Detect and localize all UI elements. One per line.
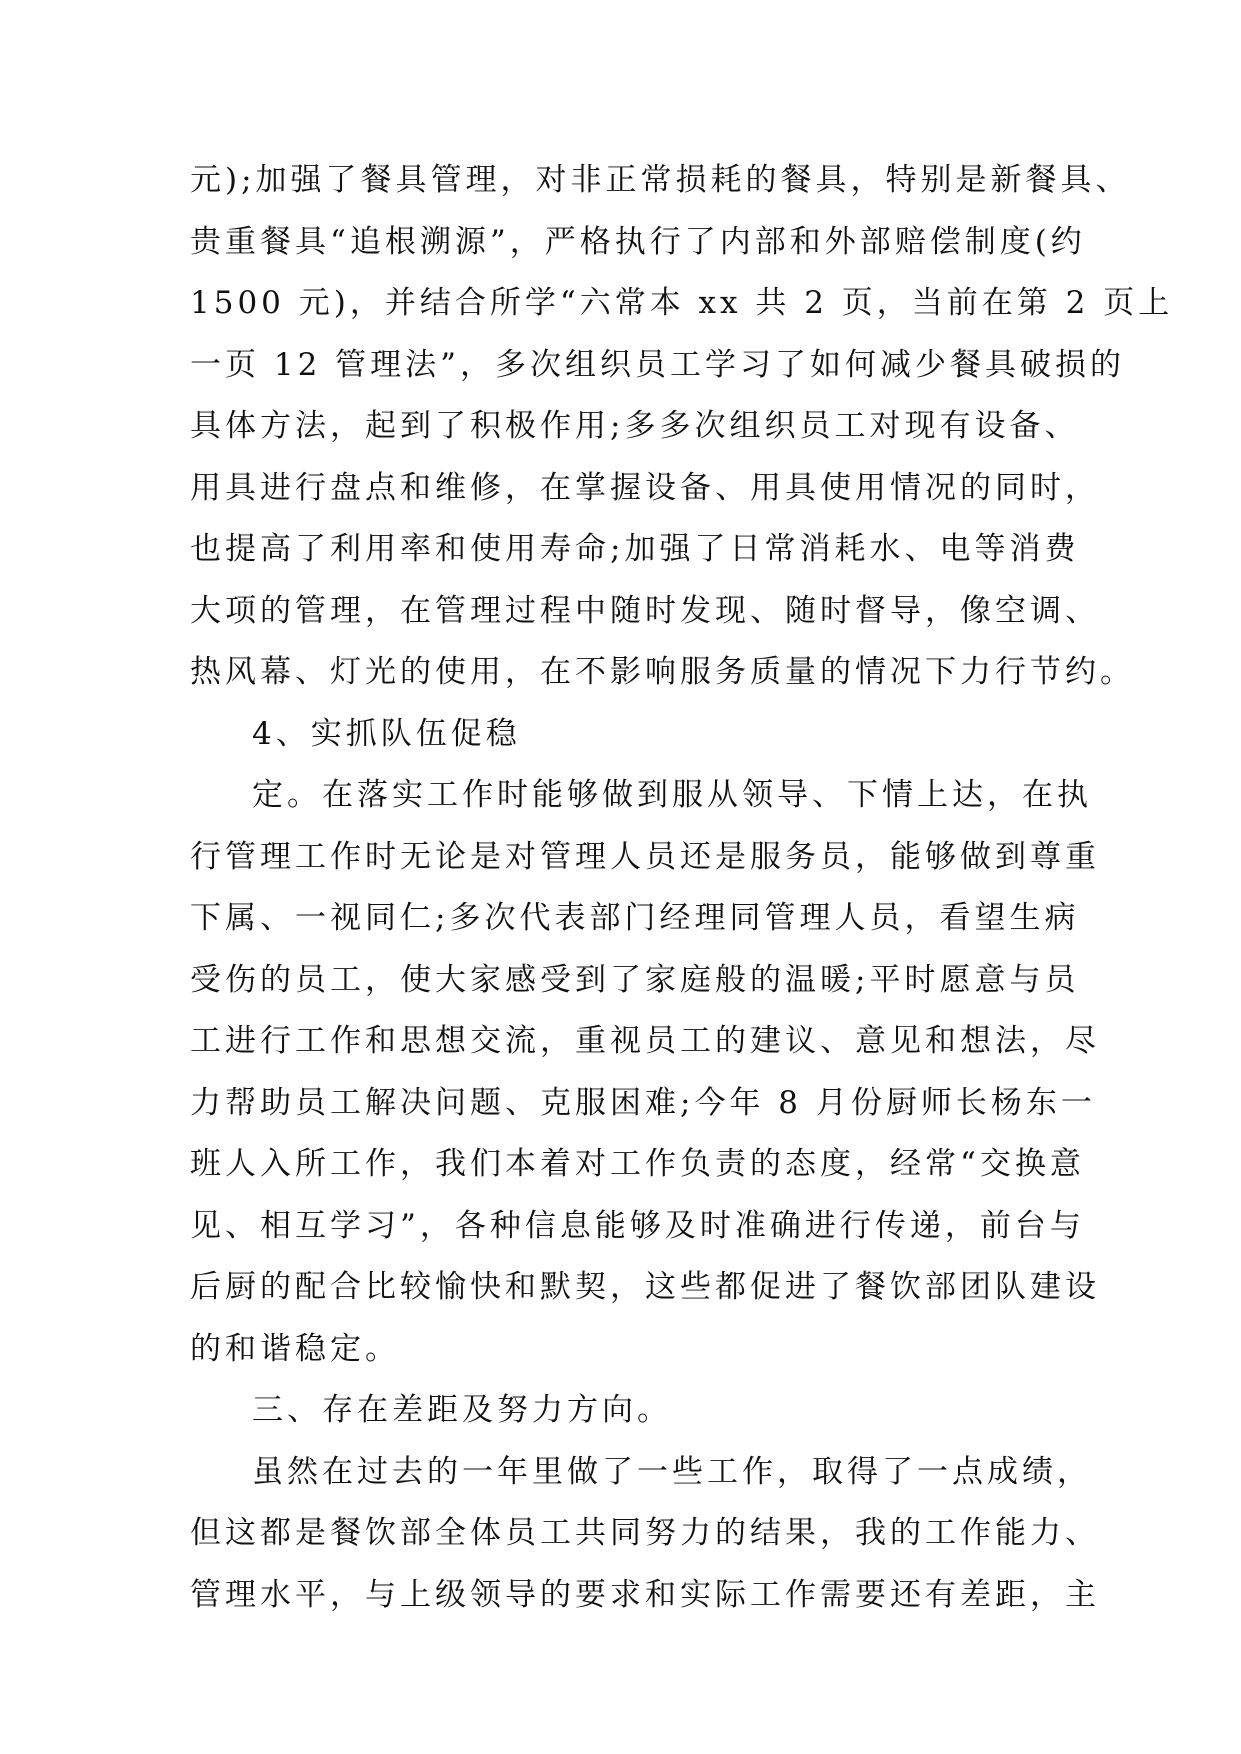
text-line: 工进行工作和思想交流，重视员工的建议、意见和想法，尽 [190,1023,1100,1059]
text-line: 大项的管理，在管理过程中随时发现、随时督导，像空调、 [190,592,1100,629]
text-line: 具体方法，起到了积极作用;多多次组织员工对现有设备、 [190,408,1080,444]
paragraph-first-line: 定。在落实工作时能够做到服从领导、下情上达，在执 [252,777,1092,813]
text-line: 也提高了利用率和使用寿命;加强了日常消耗水、电等消费 [190,531,1080,567]
text-line: 管理水平，与上级领导的要求和实际工作需要还有差距，主 [190,1576,1100,1613]
text-line: 贵重餐具“追根溯源”，严格执行了内部和外部赔偿制度(约 [190,223,1086,260]
text-line: 1500 元)，并结合所学“六常本 xx 共 2 页，当前在第 2 页上 [190,285,1174,321]
text-line: 下属、一视同仁;多次代表部门经理同管理人员，看望生病 [190,900,1080,936]
text-line: 但这都是餐饮部全体员工共同努力的结果，我的工作能力、 [190,1515,1100,1551]
text-line: 用具进行盘点和维修，在掌握设备、用具使用情况的同时， [190,469,1100,506]
text-line: 班人入所工作，我们本着对工作负责的态度，经常“交换意 [190,1146,1085,1182]
text-line: 后厨的配合比较愉快和默契，这些都促进了餐饮部团队建设 [190,1269,1100,1305]
document-body [190,160,1174,1636]
text-line: 见、相互学习”，各种信息能够及时准确进行传递，前台与 [190,1207,1085,1244]
section-heading: 4、实抓队伍促稳 [252,715,521,752]
text-line: 力帮助员工解决问题、克服困难;今年 8 月份厨师长杨东一 [190,1084,1096,1121]
text-line: 受伤的员工，使大家感受到了家庭般的温暖;平时愿意与员 [190,961,1080,998]
text-line: 的和谐稳定。 [190,1330,400,1367]
text-line: 元);加强了餐具管理，对非正常损耗的餐具，特别是新餐具、 [190,162,1131,198]
section-heading: 三、存在差距及努力方向。 [252,1392,672,1428]
text-line: 一页 12 管理法”，多次组织员工学习了如何减少餐具破损的 [190,346,1125,383]
paragraph-first-line: 虽然在过去的一年里做了一些工作，取得了一点成绩， [252,1453,1092,1490]
text-line: 热风幕、灯光的使用，在不影响服务质量的情况下力行节约。 [190,654,1135,690]
text-line: 行管理工作时无论是对管理人员还是服务员，能够做到尊重 [190,838,1100,875]
